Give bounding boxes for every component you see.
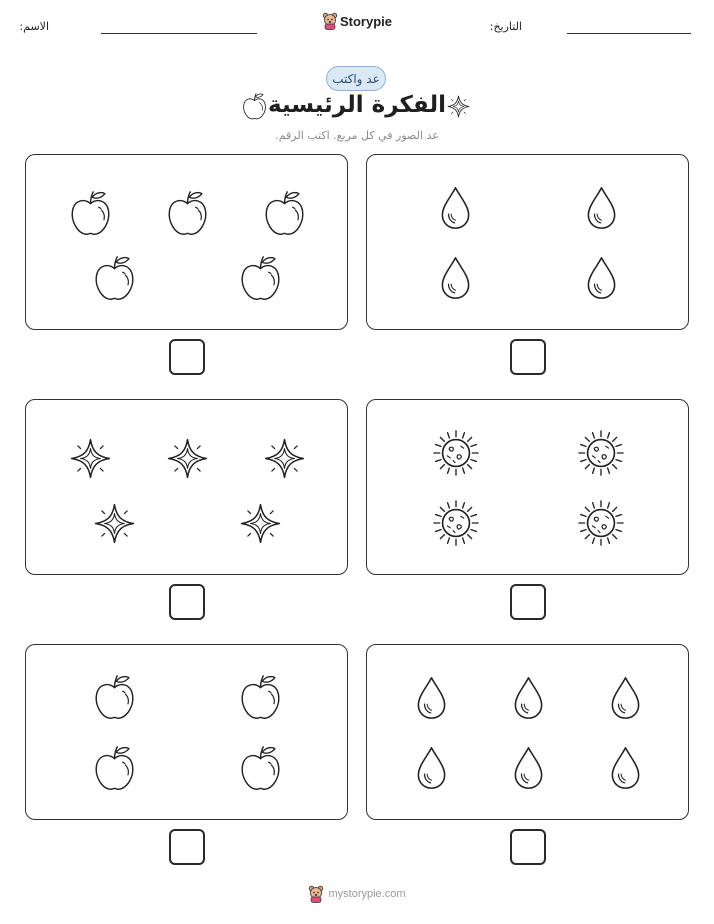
brand-name: Storypie: [339, 13, 392, 29]
apple-icon: [238, 254, 283, 303]
apple-icon: [92, 673, 137, 722]
water-drop-icon: [608, 675, 643, 721]
counting-panel-6: [366, 644, 689, 820]
counting-panel-3: [25, 399, 348, 575]
water-drop-icon: [584, 185, 619, 231]
apple-icon: [262, 189, 307, 238]
apple-icon: [68, 189, 113, 238]
counting-panel-2: [366, 154, 689, 330]
answer-box-5[interactable]: [169, 829, 205, 865]
answer-box-3[interactable]: [169, 584, 205, 620]
water-drop-icon: [584, 255, 619, 301]
sparkle-icon: [446, 94, 471, 119]
sun-icon: [432, 429, 480, 477]
counting-panel-1: [25, 154, 348, 330]
date-label: التاريخ:: [489, 20, 522, 33]
activity-badge: عد واكتب: [326, 66, 386, 91]
water-drop-icon: [414, 675, 449, 721]
sun-icon: [577, 429, 625, 477]
bear-mascot-icon: [322, 12, 338, 30]
answer-box-6[interactable]: [510, 829, 546, 865]
answer-box-1[interactable]: [169, 339, 205, 375]
counting-panel-4: [366, 399, 689, 575]
bear-mascot-icon: [308, 885, 324, 903]
water-drop-icon: [438, 255, 473, 301]
apple-icon: [238, 744, 283, 793]
footer: [0, 885, 714, 903]
page-title: الفكرة الرئيسية: [268, 92, 446, 118]
date-field-line[interactable]: [101, 33, 257, 34]
instructions: عد الصور في كل مربع. اكتب الرقم.: [275, 129, 439, 142]
counting-panel-5: [25, 644, 348, 820]
name-field-line[interactable]: [567, 33, 691, 34]
sun-icon: [432, 499, 480, 547]
apple-icon: [92, 744, 137, 793]
water-drop-icon: [511, 675, 546, 721]
water-drop-icon: [414, 745, 449, 791]
sparkle-icon: [262, 436, 307, 481]
answer-box-4[interactable]: [510, 584, 546, 620]
water-drop-icon: [438, 185, 473, 231]
sparkle-icon: [68, 436, 113, 481]
water-drop-icon: [511, 745, 546, 791]
apple-icon: [238, 673, 283, 722]
name-label: الاسم:: [19, 20, 49, 33]
apple-icon: [165, 189, 210, 238]
brand-logo: [0, 12, 714, 30]
footer-url: mystorypie.com: [328, 888, 406, 900]
water-drop-icon: [608, 745, 643, 791]
sparkle-icon: [165, 436, 210, 481]
sun-icon: [577, 499, 625, 547]
sparkle-icon: [238, 501, 283, 546]
answer-box-2[interactable]: [510, 339, 546, 375]
sparkle-icon: [92, 501, 137, 546]
apple-icon: [92, 254, 137, 303]
